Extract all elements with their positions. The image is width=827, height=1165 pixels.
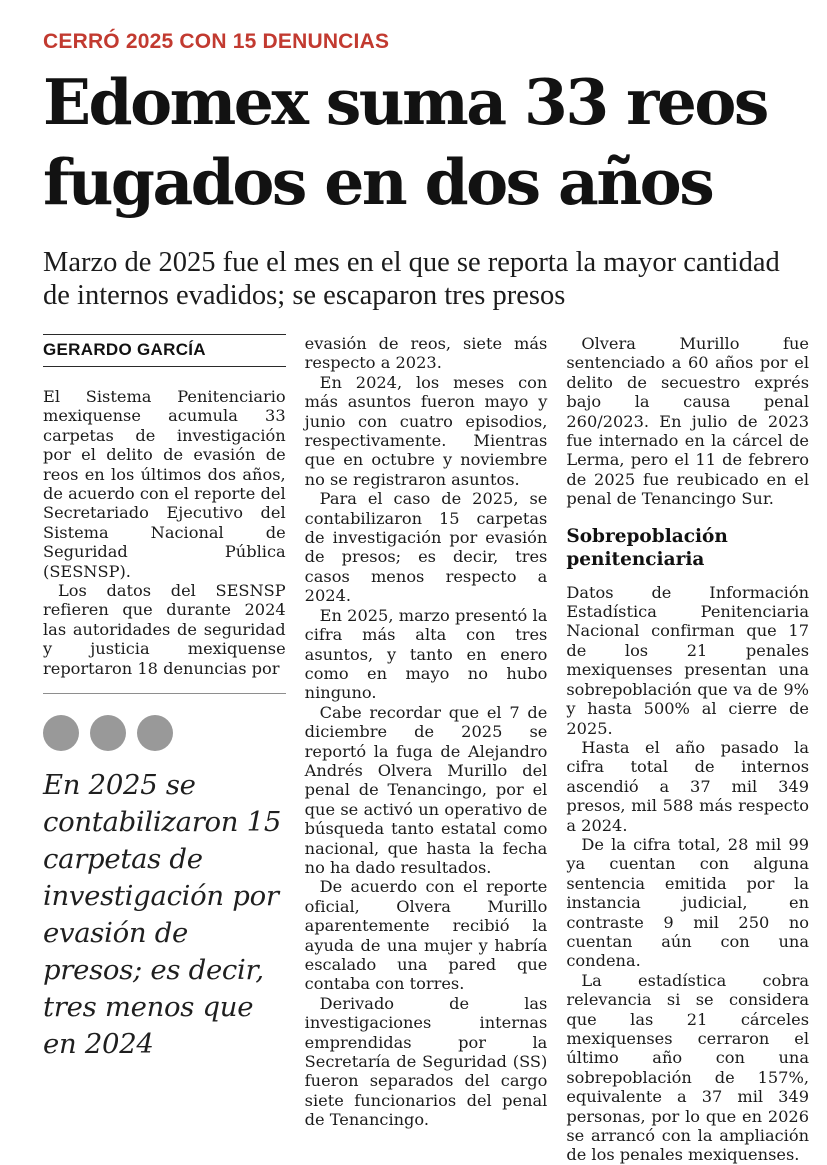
column-2-paragraphs bbox=[305, 334, 548, 1130]
section-subhead: Sobrepoblación penitenciaria bbox=[566, 525, 728, 570]
column-2 bbox=[305, 334, 548, 1165]
headline: Edomex suma 33 reos fugados en dos años bbox=[43, 65, 767, 219]
article-paragraph: Datos de Información Estadística Penitenciaria Nacional confirman que 17 de los 21 penales mexiquenses presentan una sobrepoblación que va de 9% y hasta 500% al cierre de 2025. bbox=[566, 582, 810, 738]
article-paragraph: Hasta el año pasado la cifra total de internos ascendió a 37 mil 349 presos, mil 588 más respecto a 2024. bbox=[566, 737, 810, 835]
article-paragraph: El Sistema Penitenciario mexiquense acumula 33 carpetas de investigación por el delito de evasión de reos en los últimos dos años, de acuerdo con el reporte del Secretariado Ejecutivo del Sistema Nacional de Seguridad Pública (SESNSP). bbox=[43, 387, 286, 581]
bullet-dot-icon bbox=[137, 715, 173, 751]
bullet-dot-icon bbox=[90, 715, 126, 751]
article-paragraph: En 2024, los meses con más asuntos fueron mayo y junio con cuatro episodios, respectivamente. Mientras que en octubre y noviembre no se registraron asuntos. bbox=[304, 372, 548, 489]
column-1 bbox=[43, 334, 286, 1165]
article-paragraph: De acuerdo con el reporte oficial, Olvera Murillo aparentemente recibió la ayuda de una mujer y habría escalado una pared que contaba con torres. bbox=[304, 877, 548, 994]
pull-quote-dots bbox=[43, 715, 286, 751]
pull-quote-text: En 2025 se contabilizaron 15 carpetas de investigación por evasión de presos; es decir, tres menos que en 2024 bbox=[43, 769, 282, 1061]
article-paragraph: evasión de reos, siete más respecto a 2023. bbox=[304, 334, 548, 373]
column-3 bbox=[566, 334, 809, 1165]
article-paragraph: Olvera Murillo fue sentenciado a 60 años por el delito de secuestro exprés bajo la causa penal 260/2023. En julio de 2023 fue internado en la cárcel de Lerma, pero el 11 de febrero de 2025 fue reubicado en el penal de Tenancingo Sur. bbox=[566, 334, 810, 509]
column-1-paragraphs bbox=[43, 387, 286, 678]
article-paragraph: La estadística cobra relevancia si se considera que las 21 cárceles mexiquenses cerraron el último año con una sobrepoblación de 157%, equivalente a 37 mil 349 personas, por lo que en 2026 se arrancó con la ampliación de los penales mexiquenses. bbox=[566, 970, 810, 1165]
byline: GERARDO GARCÍA bbox=[43, 340, 206, 359]
kicker: CERRÓ 2025 CON 15 DENUNCIAS bbox=[43, 30, 390, 53]
article-columns bbox=[43, 334, 809, 1165]
article-paragraph: En 2025, marzo presentó la cifra más alta con tres asuntos, y tanto en enero como en mayo no hubo ninguno. bbox=[304, 605, 548, 703]
article-paragraph: Derivado de las investigaciones internas emprendidas por la Secretaría de Seguridad (SS) fueron separados del cargo siete funcionarios del penal de Tenancingo. bbox=[304, 993, 548, 1130]
article-paragraph: Cabe recordar que el 7 de diciembre de 2025 se reportó la fuga de Alejandro Andrés Olvera Murillo del penal de Tenancingo, por el que se activó un operativo de búsqueda tanto estatal como nacional, que hasta la fecha no ha dado resultados. bbox=[304, 702, 548, 877]
article-paragraph: De la cifra total, 28 mil 99 ya cuentan con alguna sentencia emitida por la instancia judicial, en contraste 9 mil 250 no cuentan aún con una condena. bbox=[566, 834, 810, 971]
column-3-paragraphs bbox=[566, 334, 809, 1165]
article-paragraph: Para el caso de 2025, se contabilizaron 15 carpetas de investigación por evasión de presos; es decir, tres casos menos respecto a 2024. bbox=[304, 489, 548, 606]
pull-quote bbox=[43, 693, 286, 1063]
byline-block bbox=[43, 334, 286, 367]
deck: Marzo de 2025 fue el mes en el que se reporta la mayor cantidad de internos evadidos; se escaparon tres presos bbox=[43, 247, 780, 311]
byline-rule-bottom bbox=[43, 366, 286, 367]
article-paragraph: Los datos del SESNSP refieren que durante 2024 las autoridades de seguridad y justicia mexiquense reportaron 18 denuncias por bbox=[43, 581, 286, 678]
bullet-dot-icon bbox=[43, 715, 79, 751]
pull-quote-rule bbox=[43, 693, 286, 694]
